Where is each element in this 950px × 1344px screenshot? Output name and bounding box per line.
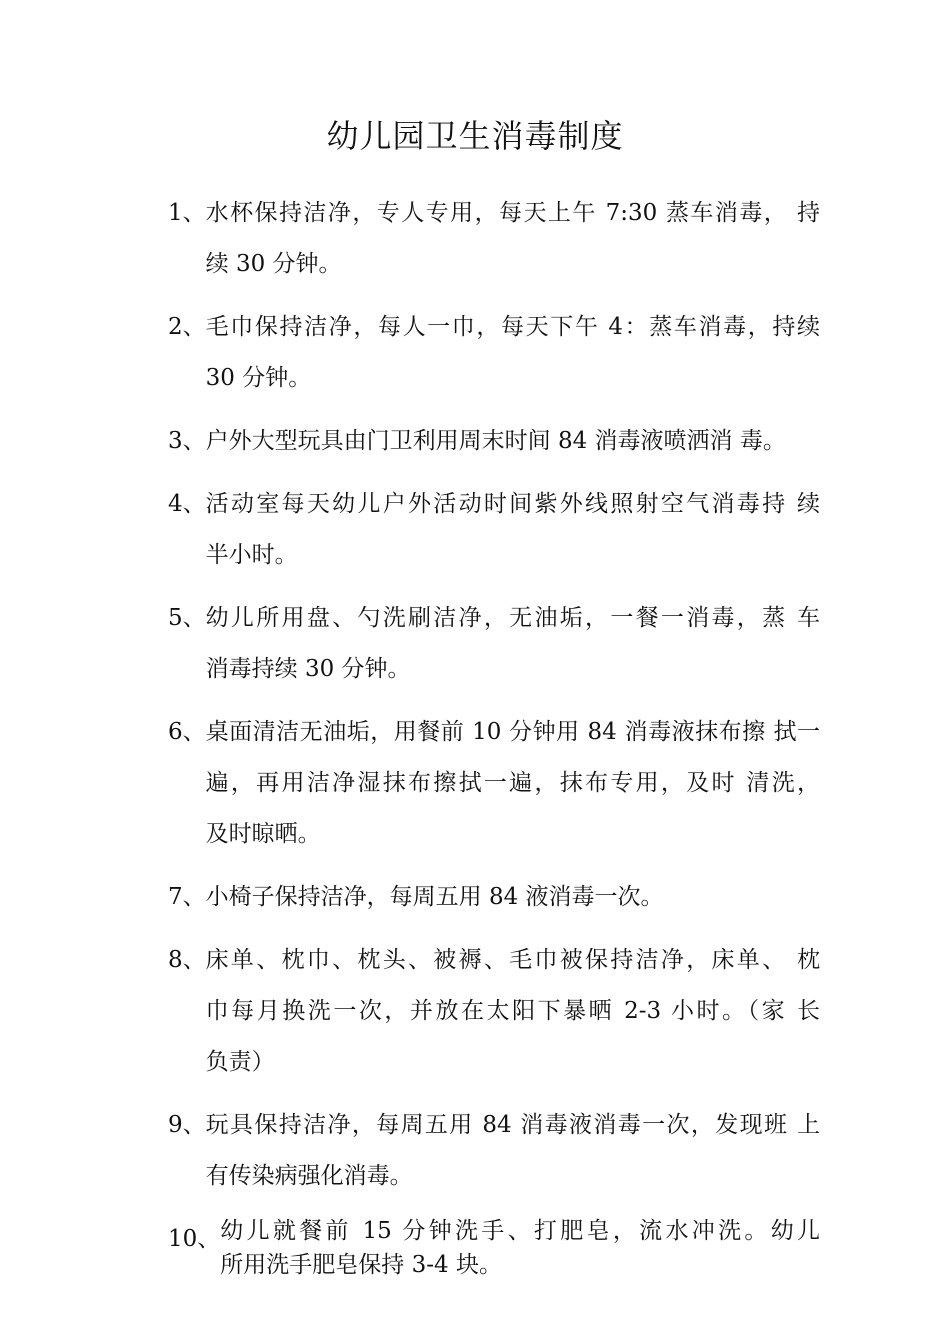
rule-line: 消毒持续 30 分钟。 — [205, 656, 411, 682]
rule-line: 桌面清洁无油垢，用餐前 10 分钟用 84 消毒液抹布擦 拭一 — [205, 719, 820, 745]
rule-item — [168, 593, 820, 695]
rule-line: 玩具保持洁净，每周五用 84 消毒液消毒一次，发现班 上 — [205, 1112, 820, 1138]
rule-item — [168, 872, 820, 923]
rule-item — [168, 188, 820, 290]
rule-line: 巾每月换洗一次，并放在太阳下暴晒 2-3 小时。（家 长 — [205, 998, 820, 1024]
rule-text — [206, 416, 820, 467]
rule-item — [168, 1214, 820, 1282]
rule-number: 3、 — [168, 428, 206, 454]
rule-item — [168, 416, 820, 467]
rule-number: 1、 — [168, 200, 206, 226]
rule-line: 及时晾晒。 — [205, 821, 321, 847]
rule-line: 毛巾保持洁净，每人一巾，每天下午 4：蒸车消毒，持续 — [205, 314, 820, 340]
rule-text — [206, 479, 820, 581]
rule-item — [168, 935, 820, 1088]
rule-line: 户外大型玩具由门卫利用周末时间 84 消毒液喷洒消 毒。 — [205, 428, 786, 454]
rule-line: 所用洗手肥皂保持 3-4 块。 — [220, 1252, 502, 1278]
rule-number: 2、 — [168, 314, 206, 340]
rules-list — [168, 188, 820, 1294]
rule-text — [206, 302, 820, 404]
rule-line: 有传染病强化消毒。 — [205, 1163, 413, 1189]
rule-line: 负责） — [205, 1049, 275, 1075]
rule-item — [168, 479, 820, 581]
rule-line: 30 分钟。 — [205, 365, 312, 391]
rule-item — [168, 1100, 820, 1202]
rule-text — [206, 872, 820, 923]
rule-line: 活动室每天幼儿户外活动时间紫外线照射空气消毒持 续 — [205, 491, 820, 517]
rule-item — [168, 707, 820, 860]
rule-number: 4、 — [168, 491, 206, 517]
rule-number: 10、 — [168, 1226, 221, 1252]
rule-number: 6、 — [168, 719, 206, 745]
rule-line: 遍，再用洁净湿抹布擦拭一遍，抹布专用，及时 清洗， — [205, 770, 820, 796]
rule-text — [206, 707, 820, 860]
rule-number: 7、 — [168, 884, 206, 910]
document-title: 幼儿园卫生消毒制度 — [326, 117, 624, 155]
rule-line: 半小时。 — [205, 542, 298, 568]
rule-text — [206, 935, 820, 1088]
rule-line: 续 30 分钟。 — [205, 251, 342, 277]
rule-number: 8、 — [168, 947, 206, 973]
rule-line: 水杯保持洁净，专人专用，每天上午 7:30 蒸车消毒， 持 — [205, 200, 820, 226]
rule-line: 幼儿所用盘、勺洗刷洁净，无油垢，一餐一消毒，蒸 车 — [205, 605, 820, 631]
rule-line: 幼儿就餐前 15 分钟洗手、打肥皂，流水冲洗。幼儿 — [220, 1218, 820, 1244]
rule-text — [220, 1214, 820, 1282]
rule-number: 9、 — [168, 1112, 206, 1138]
rule-line: 床单、枕巾、枕头、被褥、毛巾被保持洁净，床单、 枕 — [205, 947, 820, 973]
rule-line: 小椅子保持洁净，每周五用 84 液消毒一次。 — [205, 884, 664, 910]
rule-text — [206, 1100, 820, 1202]
rule-text — [206, 593, 820, 695]
rule-item — [168, 302, 820, 404]
rule-number: 5、 — [168, 605, 206, 631]
rule-text — [206, 188, 820, 290]
